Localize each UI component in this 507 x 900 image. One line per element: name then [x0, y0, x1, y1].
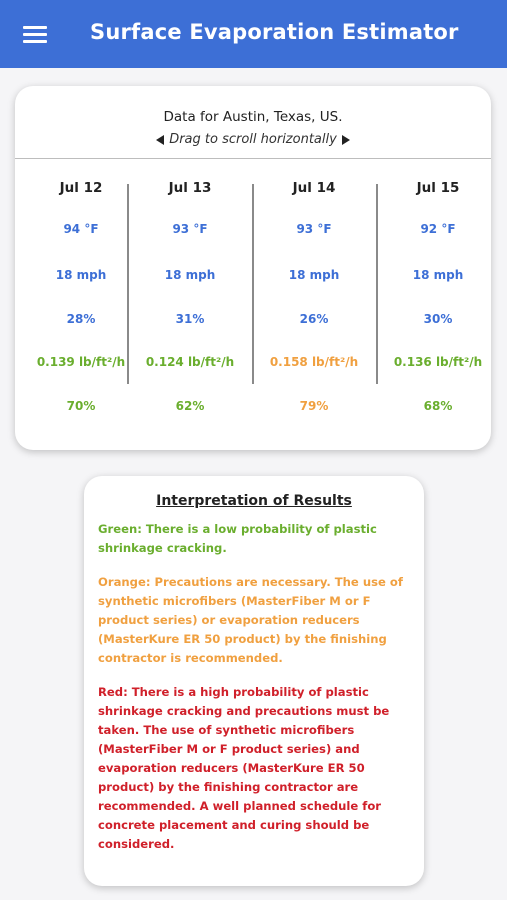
day-date: Jul 14 [292, 180, 336, 196]
day-column-jul-12 [19, 158, 143, 450]
app-title: Surface Evaporation Estimator [90, 20, 459, 44]
risk-percent-value: 79% [299, 399, 329, 413]
app-bar [0, 0, 507, 68]
arrow-right-icon [342, 135, 350, 145]
arrow-left-icon [156, 135, 164, 145]
day-date: Jul 13 [168, 180, 212, 196]
day-column-jul-14 [252, 158, 376, 450]
day-columns[interactable] [15, 158, 491, 450]
day-column-jul-15 [376, 158, 491, 450]
temperature-value: 94 °F [63, 222, 99, 236]
hamburger-menu-icon[interactable] [23, 26, 47, 43]
temperature-value: 93 °F [172, 222, 208, 236]
temperature-value: 92 °F [420, 222, 456, 236]
forecast-card[interactable] [15, 86, 491, 450]
scroll-hint-text: Drag to scroll horizontally [169, 132, 337, 147]
humidity-value: 31% [175, 312, 205, 326]
wind-value: 18 mph [55, 268, 107, 282]
interpretation-green: Green: There is a low probability of plastic shrinkage cracking. [98, 522, 377, 555]
scroll-hint [15, 132, 491, 147]
day-date: Jul 12 [59, 180, 103, 196]
interpretation-red: Red: There is a high probability of plastic shrinkage cracking and precautions must be taken. The use of synthetic microfibers (MasterFiber M or F product series) and evaporation reducers (MasterKure ER 50 product) by the finishing contractor are recommended. A well planned schedule for concrete placement and curing should be considered. [98, 685, 390, 851]
humidity-value: 26% [299, 312, 329, 326]
day-column-jul-13 [128, 158, 252, 450]
risk-percent-value: 68% [423, 399, 453, 413]
interpretation-card [84, 476, 424, 886]
humidity-value: 28% [66, 312, 96, 326]
evaporation-rate-value: 0.136 lb/ft²/h [393, 355, 483, 369]
interpretation-title: Interpretation of Results [156, 493, 352, 509]
temperature-value: 93 °F [296, 222, 332, 236]
evaporation-rate-value: 0.124 lb/ft²/h [145, 355, 235, 369]
wind-value: 18 mph [164, 268, 216, 282]
interpretation-orange: Orange: Precautions are necessary. The use of synthetic microfibers (MasterFiber M or F product series) or evaporation reducers (MasterKure ER 50 product) by the finishing contractor is recommended. [98, 575, 403, 665]
humidity-value: 30% [423, 312, 453, 326]
wind-value: 18 mph [412, 268, 464, 282]
location-label: Data for Austin, Texas, US. [163, 109, 343, 125]
evaporation-rate-value: 0.158 lb/ft²/h [269, 355, 359, 369]
risk-percent-value: 70% [66, 399, 96, 413]
wind-value: 18 mph [288, 268, 340, 282]
risk-percent-value: 62% [175, 399, 205, 413]
day-date: Jul 15 [416, 180, 460, 196]
evaporation-rate-value: 0.139 lb/ft²/h [36, 355, 126, 369]
